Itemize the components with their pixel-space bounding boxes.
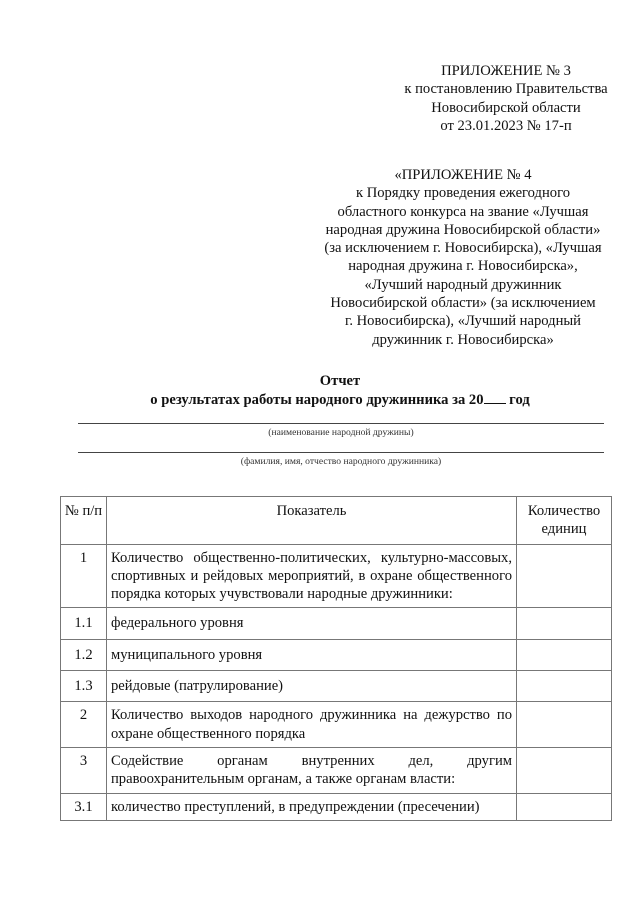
- appendix-3-line: ПРИЛОЖЕНИЕ № 3: [441, 63, 571, 79]
- row-quantity-cell[interactable]: [517, 639, 612, 670]
- row-indicator: муниципального уровня: [107, 639, 517, 670]
- row-num: 1: [61, 544, 107, 608]
- row-indicator: федерального уровня: [107, 608, 517, 639]
- appendix-4-line: (за исключением г. Новосибирска), «Лучшая: [324, 240, 602, 257]
- appendix-4-line: областного конкурса на звание «Лучшая: [337, 203, 589, 220]
- report-title-block: [60, 372, 620, 410]
- row-quantity-cell[interactable]: [517, 671, 612, 702]
- report-title: Отчет: [319, 373, 361, 389]
- row-num: 2: [61, 702, 107, 748]
- row-quantity-cell[interactable]: [517, 702, 612, 748]
- person-name-line: [78, 452, 604, 453]
- table-row: [61, 747, 612, 793]
- year-blank: [484, 390, 506, 404]
- report-subtitle-text: о результатах работы народного дружинника за 20: [150, 392, 484, 409]
- row-indicator: Количество общественно-политических, культурно-массовых, спортивных и рейдовых мероприятий, в охране общественного порядка которых учувствовали народные дружинники:: [107, 544, 517, 608]
- row-indicator: рейдовые (патрулирование): [107, 671, 517, 702]
- table-row: [61, 608, 612, 639]
- row-num: 1.2: [61, 639, 107, 670]
- appendix-4-line: к Порядку проведения ежегодного: [355, 185, 570, 202]
- appendix-4-line: дружинник г. Новосибирска»: [372, 331, 554, 348]
- row-num: 1.3: [61, 671, 107, 702]
- person-name-hint: (фамилия, имя, отчество народного дружинника): [240, 456, 442, 467]
- appendix-4-line: г. Новосибирска), «Лучший народный: [344, 313, 581, 330]
- header-quantity: Количество единиц: [517, 497, 612, 545]
- appendix-3-line: Новосибирской области: [431, 99, 581, 116]
- appendix-4-line: народная дружина Новосибирской области»: [325, 221, 601, 238]
- row-quantity-cell[interactable]: [517, 793, 612, 820]
- table-header-row: [61, 497, 612, 545]
- row-indicator: Содействие органам внутренних дел, другим правоохранительным органам, а также органам власти:: [107, 747, 517, 793]
- table-row: [61, 544, 612, 608]
- row-num: 3.1: [61, 793, 107, 820]
- appendix-3-line: от 23.01.2023 № 17-п: [440, 117, 572, 134]
- appendix-4-line: Новосибирской области» (за исключением: [330, 295, 596, 312]
- row-num: 1.1: [61, 608, 107, 639]
- report-subtitle-end: год: [505, 392, 530, 409]
- appendix-4-line: народная дружина г. Новосибирска»,: [348, 258, 578, 275]
- header-indicator: Показатель: [107, 497, 517, 545]
- appendix-4-header: [306, 166, 620, 349]
- table-row: [61, 671, 612, 702]
- appendix-3-header: [392, 62, 620, 135]
- table-row: [61, 793, 612, 820]
- row-indicator: Количество выходов народного дружинника на дежурство по охране общественного порядка: [107, 702, 517, 748]
- table-row: [61, 702, 612, 748]
- row-num: 3: [61, 747, 107, 793]
- report-subtitle: [60, 390, 620, 409]
- appendix-4-line: «Лучший народный дружинник: [364, 276, 562, 293]
- row-quantity-cell[interactable]: [517, 608, 612, 639]
- druzhina-name-hint: (наименование народной дружины): [268, 427, 414, 438]
- row-indicator: количество преступлений, в предупреждении (пресечении): [107, 793, 517, 820]
- druzhina-name-line: [78, 423, 604, 424]
- row-quantity-cell[interactable]: [517, 544, 612, 608]
- report-table: [60, 496, 612, 821]
- appendix-4-line: «ПРИЛОЖЕНИЕ № 4: [394, 167, 532, 183]
- appendix-3-line: к постановлению Правительства: [404, 81, 608, 98]
- header-num: № п/п: [61, 497, 107, 545]
- row-quantity-cell[interactable]: [517, 747, 612, 793]
- table-row: [61, 639, 612, 670]
